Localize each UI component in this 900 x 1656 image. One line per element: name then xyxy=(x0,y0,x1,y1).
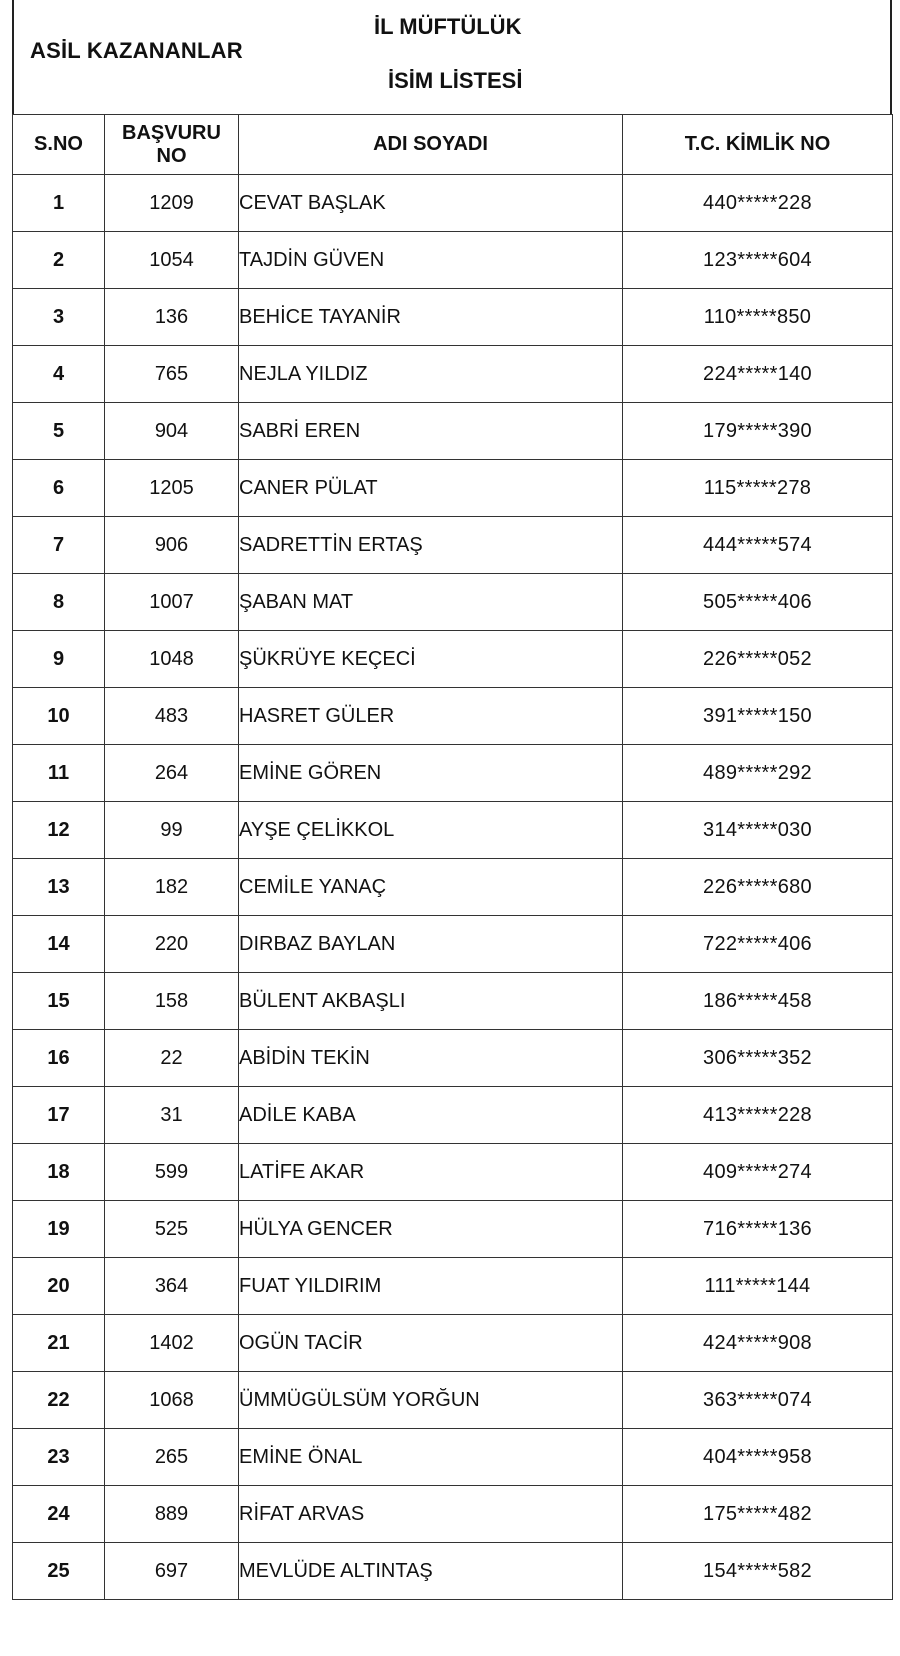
table-row xyxy=(13,859,893,916)
row-tc-kimlik-cell: 226*****680 xyxy=(623,859,893,916)
row-sno-cell: 14 xyxy=(13,916,105,973)
winners-table xyxy=(12,114,893,1600)
row-tc-kimlik-cell: 489*****292 xyxy=(623,745,893,802)
row-tc-kimlik-cell: 413*****228 xyxy=(623,1087,893,1144)
row-tc-kimlik-cell: 722*****406 xyxy=(623,916,893,973)
table-row xyxy=(13,973,893,1030)
table-row xyxy=(13,1543,893,1600)
column-header-basvuru-no: BAŞVURU NO xyxy=(105,115,239,175)
table-row xyxy=(13,346,893,403)
row-tc-kimlik-cell: 424*****908 xyxy=(623,1315,893,1372)
table-row xyxy=(13,1201,893,1258)
row-basvuru-no-cell: 525 xyxy=(105,1201,239,1258)
table-row xyxy=(13,517,893,574)
table-row xyxy=(13,916,893,973)
row-name-cell: ŞABAN MAT xyxy=(239,574,623,631)
row-tc-kimlik-cell: 123*****604 xyxy=(623,232,893,289)
column-header-adi-soyadi: ADI SOYADI xyxy=(239,115,623,175)
list-title: İSİM LİSTESİ xyxy=(388,68,523,93)
row-basvuru-no-cell: 889 xyxy=(105,1486,239,1543)
row-sno-cell: 6 xyxy=(13,460,105,517)
table-row xyxy=(13,1429,893,1486)
row-name-cell: SABRİ EREN xyxy=(239,403,623,460)
row-sno-cell: 23 xyxy=(13,1429,105,1486)
row-name-cell: ABİDİN TEKİN xyxy=(239,1030,623,1087)
row-sno-cell: 13 xyxy=(13,859,105,916)
row-sno-cell: 19 xyxy=(13,1201,105,1258)
row-tc-kimlik-cell: 404*****958 xyxy=(623,1429,893,1486)
row-tc-kimlik-cell: 440*****228 xyxy=(623,175,893,232)
row-sno-cell: 1 xyxy=(13,175,105,232)
table-row xyxy=(13,289,893,346)
row-basvuru-no-cell: 158 xyxy=(105,973,239,1030)
row-name-cell: BEHİCE TAYANİR xyxy=(239,289,623,346)
table-row xyxy=(13,1087,893,1144)
row-sno-cell: 4 xyxy=(13,346,105,403)
list-category-title: ASİL KAZANANLAR xyxy=(30,38,243,63)
row-name-cell: EMİNE GÖREN xyxy=(239,745,623,802)
row-sno-cell: 24 xyxy=(13,1486,105,1543)
row-sno-cell: 3 xyxy=(13,289,105,346)
row-basvuru-no-cell: 904 xyxy=(105,403,239,460)
row-name-cell: CEVAT BAŞLAK xyxy=(239,175,623,232)
table-row xyxy=(13,574,893,631)
row-name-cell: TAJDİN GÜVEN xyxy=(239,232,623,289)
row-basvuru-no-cell: 265 xyxy=(105,1429,239,1486)
row-name-cell: DIRBAZ BAYLAN xyxy=(239,916,623,973)
row-basvuru-no-cell: 136 xyxy=(105,289,239,346)
row-basvuru-no-cell: 364 xyxy=(105,1258,239,1315)
table-header-row xyxy=(13,115,893,175)
row-basvuru-no-cell: 765 xyxy=(105,346,239,403)
row-sno-cell: 25 xyxy=(13,1543,105,1600)
row-sno-cell: 16 xyxy=(13,1030,105,1087)
row-basvuru-no-cell: 31 xyxy=(105,1087,239,1144)
row-sno-cell: 11 xyxy=(13,745,105,802)
row-name-cell: CEMİLE YANAÇ xyxy=(239,859,623,916)
row-tc-kimlik-cell: 444*****574 xyxy=(623,517,893,574)
row-basvuru-no-cell: 1054 xyxy=(105,232,239,289)
table-row xyxy=(13,1372,893,1429)
row-basvuru-no-cell: 220 xyxy=(105,916,239,973)
table-row xyxy=(13,1144,893,1201)
row-tc-kimlik-cell: 175*****482 xyxy=(623,1486,893,1543)
row-tc-kimlik-cell: 224*****140 xyxy=(623,346,893,403)
document-header xyxy=(12,0,892,114)
table-row xyxy=(13,175,893,232)
row-basvuru-no-cell: 1402 xyxy=(105,1315,239,1372)
row-sno-cell: 10 xyxy=(13,688,105,745)
row-tc-kimlik-cell: 505*****406 xyxy=(623,574,893,631)
row-name-cell: HASRET GÜLER xyxy=(239,688,623,745)
row-basvuru-no-cell: 1007 xyxy=(105,574,239,631)
row-name-cell: MEVLÜDE ALTINTAŞ xyxy=(239,1543,623,1600)
row-tc-kimlik-cell: 314*****030 xyxy=(623,802,893,859)
row-tc-kimlik-cell: 110*****850 xyxy=(623,289,893,346)
table-row xyxy=(13,802,893,859)
row-basvuru-no-cell: 906 xyxy=(105,517,239,574)
row-basvuru-no-cell: 22 xyxy=(105,1030,239,1087)
row-basvuru-no-cell: 697 xyxy=(105,1543,239,1600)
table-row xyxy=(13,403,893,460)
row-tc-kimlik-cell: 226*****052 xyxy=(623,631,893,688)
row-basvuru-no-cell: 1209 xyxy=(105,175,239,232)
institution-title: İL MÜFTÜLÜK xyxy=(374,14,522,39)
row-name-cell: ŞÜKRÜYE KEÇECİ xyxy=(239,631,623,688)
row-tc-kimlik-cell: 154*****582 xyxy=(623,1543,893,1600)
row-sno-cell: 12 xyxy=(13,802,105,859)
row-basvuru-no-cell: 1048 xyxy=(105,631,239,688)
table-row xyxy=(13,631,893,688)
row-basvuru-no-cell: 264 xyxy=(105,745,239,802)
row-name-cell: NEJLA YILDIZ xyxy=(239,346,623,403)
row-sno-cell: 15 xyxy=(13,973,105,1030)
row-sno-cell: 5 xyxy=(13,403,105,460)
row-sno-cell: 2 xyxy=(13,232,105,289)
row-name-cell: OGÜN TACİR xyxy=(239,1315,623,1372)
table-row xyxy=(13,1486,893,1543)
row-basvuru-no-cell: 182 xyxy=(105,859,239,916)
row-sno-cell: 9 xyxy=(13,631,105,688)
row-sno-cell: 18 xyxy=(13,1144,105,1201)
row-sno-cell: 7 xyxy=(13,517,105,574)
table-row xyxy=(13,1315,893,1372)
row-tc-kimlik-cell: 409*****274 xyxy=(623,1144,893,1201)
table-row xyxy=(13,745,893,802)
row-tc-kimlik-cell: 111*****144 xyxy=(623,1258,893,1315)
row-name-cell: ADİLE KABA xyxy=(239,1087,623,1144)
column-header-sno: S.NO xyxy=(13,115,105,175)
row-sno-cell: 17 xyxy=(13,1087,105,1144)
row-name-cell: CANER PÜLAT xyxy=(239,460,623,517)
row-name-cell: EMİNE ÖNAL xyxy=(239,1429,623,1486)
row-basvuru-no-cell: 599 xyxy=(105,1144,239,1201)
row-name-cell: FUAT YILDIRIM xyxy=(239,1258,623,1315)
table-row xyxy=(13,232,893,289)
row-tc-kimlik-cell: 363*****074 xyxy=(623,1372,893,1429)
table-row xyxy=(13,460,893,517)
table-row xyxy=(13,688,893,745)
row-sno-cell: 8 xyxy=(13,574,105,631)
row-name-cell: AYŞE ÇELİKKOL xyxy=(239,802,623,859)
row-tc-kimlik-cell: 716*****136 xyxy=(623,1201,893,1258)
row-name-cell: SADRETTİN ERTAŞ xyxy=(239,517,623,574)
table-row xyxy=(13,1030,893,1087)
row-basvuru-no-cell: 1068 xyxy=(105,1372,239,1429)
row-tc-kimlik-cell: 179*****390 xyxy=(623,403,893,460)
row-sno-cell: 21 xyxy=(13,1315,105,1372)
row-tc-kimlik-cell: 115*****278 xyxy=(623,460,893,517)
row-name-cell: HÜLYA GENCER xyxy=(239,1201,623,1258)
row-tc-kimlik-cell: 391*****150 xyxy=(623,688,893,745)
row-sno-cell: 20 xyxy=(13,1258,105,1315)
row-basvuru-no-cell: 1205 xyxy=(105,460,239,517)
table-body xyxy=(13,175,893,1600)
table-row xyxy=(13,1258,893,1315)
row-tc-kimlik-cell: 306*****352 xyxy=(623,1030,893,1087)
row-name-cell: BÜLENT AKBAŞLI xyxy=(239,973,623,1030)
row-sno-cell: 22 xyxy=(13,1372,105,1429)
row-name-cell: RİFAT ARVAS xyxy=(239,1486,623,1543)
row-basvuru-no-cell: 99 xyxy=(105,802,239,859)
row-basvuru-no-cell: 483 xyxy=(105,688,239,745)
row-name-cell: ÜMMÜGÜLSÜM YORĞUN xyxy=(239,1372,623,1429)
row-name-cell: LATİFE AKAR xyxy=(239,1144,623,1201)
row-tc-kimlik-cell: 186*****458 xyxy=(623,973,893,1030)
column-header-tc-kimlik-no: T.C. KİMLİK NO xyxy=(623,115,893,175)
